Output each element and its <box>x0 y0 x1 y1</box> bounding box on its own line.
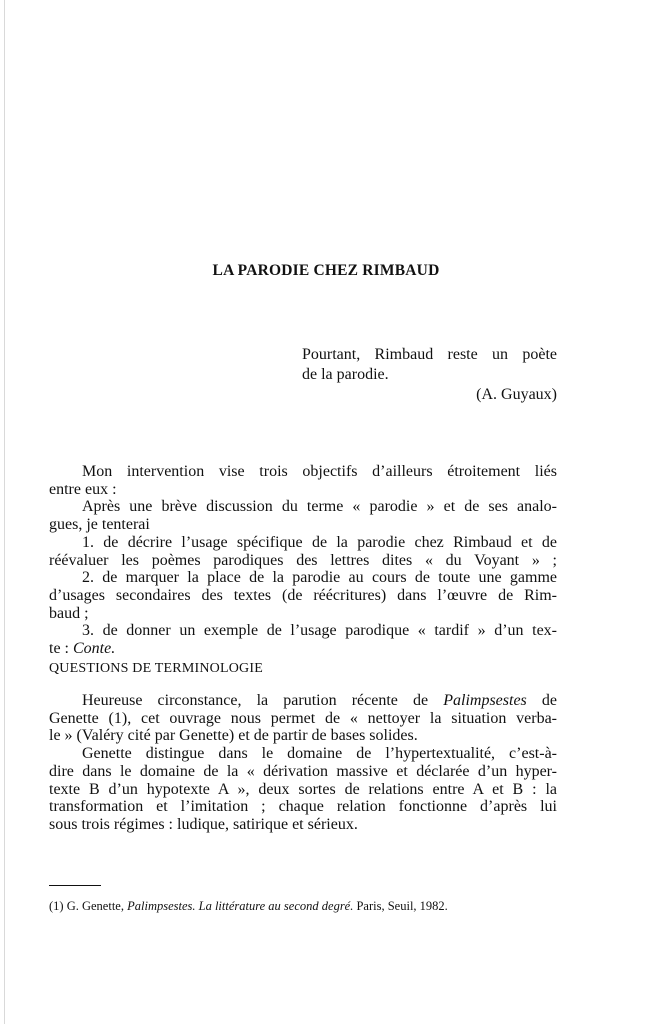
intro-line: 2. de marquer la place de la parodie au cours de toute une gamme <box>82 569 557 587</box>
footnote-book-title: Palimpsestes. La littérature au second degré. <box>127 899 354 913</box>
intro-line: 1. de décrire l’usage spécifique de la parodie chez Rimbaud et de <box>82 533 557 551</box>
section-line: sous trois régimes : ludique, satirique et sérieux. <box>49 815 358 833</box>
intro-line: 3. de donner un exemple de l’usage parodique « tardif » d’un tex- <box>82 622 557 640</box>
section-line: transformation et l’imitation ; chaque relation fonctionne d’après lui <box>49 798 557 816</box>
intro-line: entre eux : <box>49 480 117 498</box>
section-line-suffix: de <box>526 692 558 709</box>
conte-title: Conte. <box>73 640 116 658</box>
footnote-divider <box>49 885 101 886</box>
epigraph <box>302 345 557 405</box>
section-line <box>49 692 557 710</box>
footnote <box>49 898 557 914</box>
epigraph-author: (A. Guyaux) <box>476 386 557 403</box>
intro-line: gues, je tenterai <box>49 516 150 534</box>
article-title: LA PARODIE CHEZ RIMBAUD <box>212 262 440 279</box>
section-line: texte B d’un hypotexte A », deux sortes de relations entre A et B : la <box>49 780 557 798</box>
epigraph-line-1: Pourtant, Rimbaud reste un poète <box>302 346 557 363</box>
intro-line: Mon intervention vise trois objectifs d’ailleurs étroitement liés <box>82 463 557 480</box>
page-binding-edge <box>4 0 5 1024</box>
section-line-prefix: Heureuse circonstance, la parution récente de <box>82 692 444 709</box>
footnote-publisher: Paris, Seuil, 1982. <box>353 899 448 913</box>
intro-paragraphs <box>49 463 557 658</box>
intro-line: d’usages secondaires des textes (de réécritures) dans l’œuvre de Rim- <box>49 586 557 604</box>
section-line: le » (Valéry cité par Genette) et de partir de bases solides. <box>49 727 418 745</box>
section-line: Genette distingue dans le domaine de l’hypertextualité, c’est-à- <box>82 745 557 763</box>
section-heading: QUESTIONS DE TERMINOLOGIE <box>49 661 263 676</box>
section-paragraphs <box>49 692 557 834</box>
intro-last-prefix: te : <box>49 640 73 658</box>
intro-line: réévaluer les poèmes parodiques des lettres dites « du Voyant » ; <box>49 551 557 569</box>
intro-line: baud ; <box>49 604 89 622</box>
intro-line-last <box>49 640 557 658</box>
epigraph-line-2: de la parodie. <box>302 366 389 383</box>
footnote-marker: (1) G. Genette, <box>49 899 128 913</box>
palimpsestes-title: Palimpsestes <box>443 692 527 709</box>
section-line: Genette (1), cet ouvrage nous permet de « nettoyer la situation verba- <box>49 709 557 727</box>
section-line: dire dans le domaine de la « dérivation massive et déclarée d’un hyper- <box>49 762 557 780</box>
intro-line: Après une brève discussion du terme « parodie » et de ses analo- <box>82 498 557 516</box>
